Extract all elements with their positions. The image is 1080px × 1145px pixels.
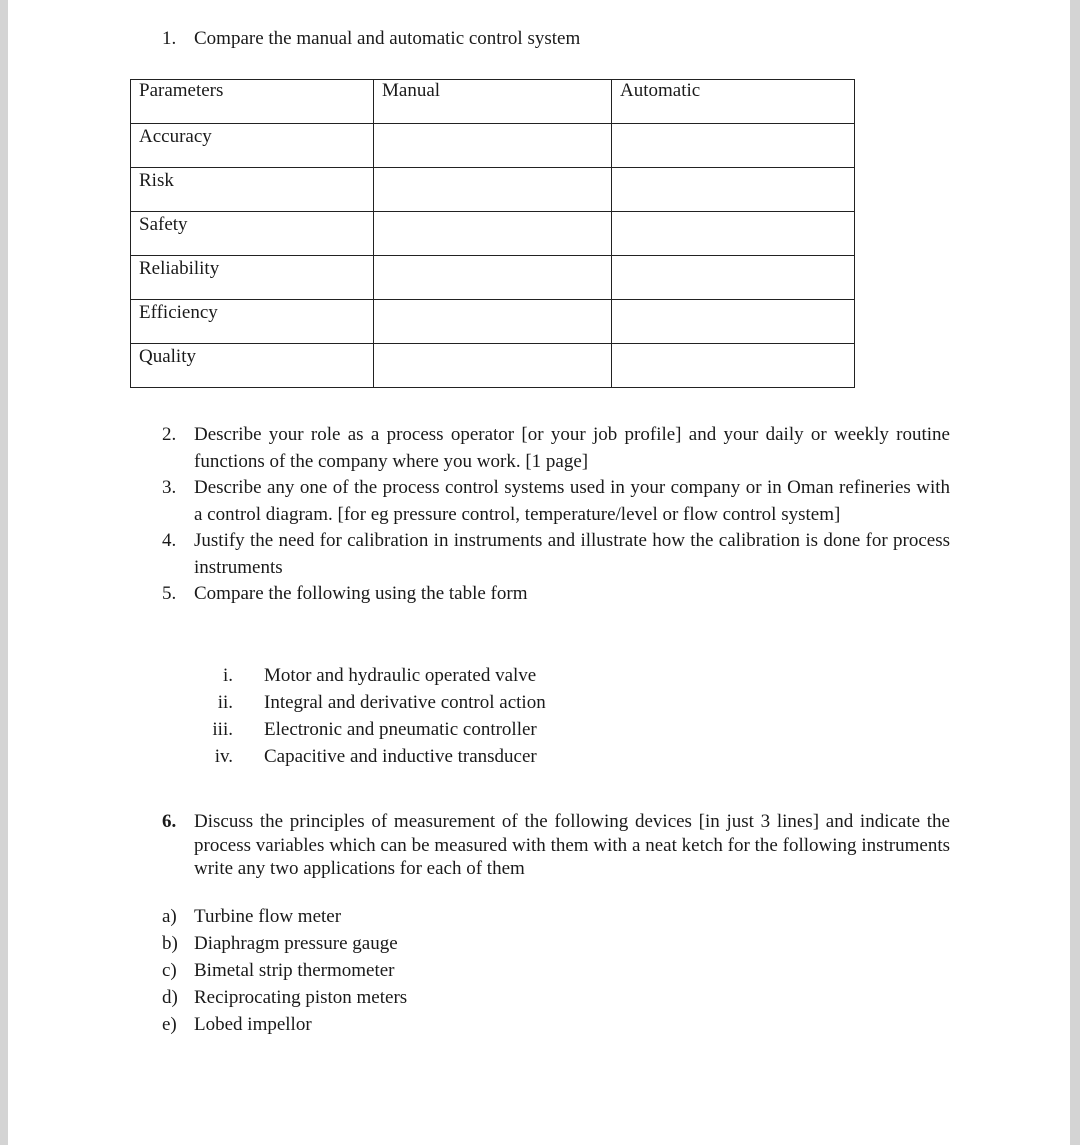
- table-row: [131, 168, 855, 212]
- question-4: [162, 528, 950, 581]
- question-text: Describe any one of the process control systems used in your company or in Oman refineries with a control diagram. [for eg pressure control, temperature/level or flow control system]: [194, 477, 950, 525]
- table-row: [131, 300, 855, 344]
- question-number: 5.: [162, 583, 177, 604]
- table-cell-parameter: Reliability: [131, 256, 374, 300]
- list-item-number: iv.: [214, 746, 233, 767]
- list-item-letter: c): [162, 960, 177, 981]
- table-cell-automatic: [612, 300, 855, 344]
- list-item-text: Integral and derivative control action: [264, 692, 546, 713]
- question-2: [162, 422, 950, 475]
- question-number: 3.: [162, 477, 177, 498]
- list-item-text: Motor and hydraulic operated valve: [264, 665, 537, 686]
- list-item: [162, 903, 407, 930]
- question-3: [162, 475, 950, 528]
- table-cell-automatic: [612, 256, 855, 300]
- table-cell-automatic: [612, 168, 855, 212]
- list-item-letter: e): [162, 1014, 177, 1035]
- list-item: [206, 716, 546, 743]
- table-header-cell: Parameters: [131, 80, 374, 124]
- question-6: [162, 810, 950, 881]
- list-item-text: Electronic and pneumatic controller: [264, 719, 537, 740]
- list-item-text: Bimetal strip thermometer: [194, 960, 395, 981]
- table-cell-manual: [374, 300, 612, 344]
- table-cell-manual: [374, 344, 612, 388]
- table-cell-automatic: [612, 124, 855, 168]
- question-text: Compare the manual and automatic control system: [194, 28, 581, 49]
- list-item-text: Capacitive and inductive transducer: [264, 746, 537, 767]
- question-text: Discuss the principles of measurement of the following devices [in just 3 lines] and indicate the process variables which can be measured with them with a neat ketch for the following instruments write any two applications for each of them: [194, 811, 950, 879]
- comparison-table: [130, 79, 855, 388]
- table-cell-parameter: Accuracy: [131, 124, 374, 168]
- question-5: [162, 581, 950, 608]
- table-row: [131, 124, 855, 168]
- question-text: Describe your role as a process operator [or your job profile] and your daily or weekly routine functions of the company where you work. [1 page]: [194, 424, 950, 472]
- list-item: [206, 743, 546, 770]
- list-item: [162, 1011, 407, 1038]
- list-item-text: Diaphragm pressure gauge: [194, 933, 398, 954]
- document-page: [8, 0, 1070, 1145]
- table-cell-automatic: [612, 344, 855, 388]
- list-item-number: iii.: [212, 719, 233, 740]
- list-item: [206, 689, 546, 716]
- question-text: Justify the need for calibration in instruments and illustrate how the calibration is done for process instruments: [194, 530, 950, 578]
- list-item-letter: d): [162, 987, 178, 1008]
- list-item: [162, 984, 407, 1011]
- table-row: [131, 212, 855, 256]
- list-item-text: Turbine flow meter: [194, 906, 342, 927]
- list-item-text: Reciprocating piston meters: [194, 987, 408, 1008]
- table-cell-parameter: Risk: [131, 168, 374, 212]
- list-item-letter: b): [162, 933, 178, 954]
- list-item: [162, 930, 407, 957]
- question-number: 2.: [162, 424, 177, 445]
- list-item-text: Lobed impellor: [194, 1014, 312, 1035]
- table-cell-manual: [374, 256, 612, 300]
- table-cell-parameter: Efficiency: [131, 300, 374, 344]
- list-item: [162, 957, 407, 984]
- list-item: [206, 662, 546, 689]
- compare-list: [206, 662, 546, 770]
- table-cell-parameter: Safety: [131, 212, 374, 256]
- table-cell-manual: [374, 212, 612, 256]
- list-item-number: ii.: [217, 692, 233, 713]
- table-header-cell: Automatic: [612, 80, 855, 124]
- table-row: [131, 344, 855, 388]
- table-cell-automatic: [612, 212, 855, 256]
- table-row: [131, 256, 855, 300]
- question-text: Compare the following using the table form: [194, 583, 528, 604]
- question-number: 1.: [162, 28, 177, 49]
- question-6-item: [162, 810, 950, 881]
- table-header-row: [131, 80, 855, 124]
- table-cell-manual: [374, 168, 612, 212]
- instrument-list: [162, 903, 407, 1038]
- list-item-letter: a): [162, 906, 177, 927]
- list-item-number: i.: [222, 665, 233, 686]
- table-cell-parameter: Quality: [131, 344, 374, 388]
- question-list: [162, 422, 950, 608]
- table-header-cell: Manual: [374, 80, 612, 124]
- table-cell-manual: [374, 124, 612, 168]
- question-number: 6.: [162, 811, 177, 832]
- question-number: 4.: [162, 530, 177, 551]
